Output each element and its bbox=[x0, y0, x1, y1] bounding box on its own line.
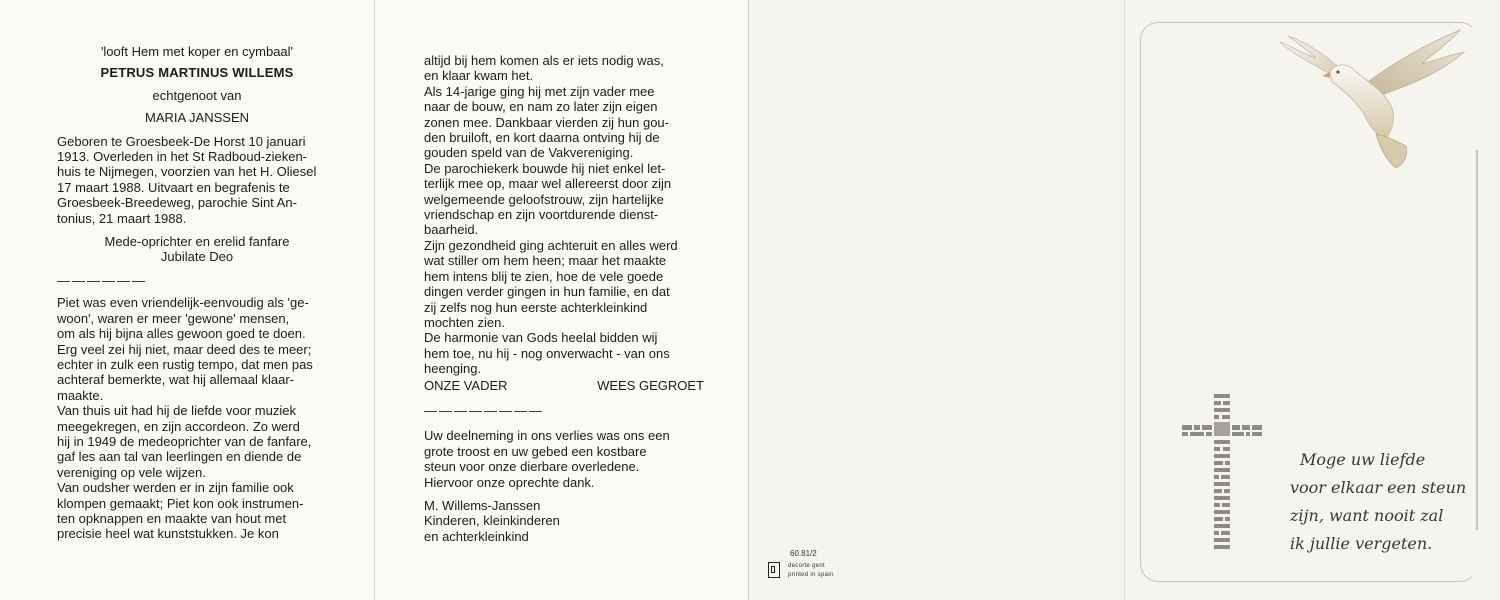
story-line: vriendschap en zijn voortdurende dienst- bbox=[424, 207, 659, 223]
story-line: altijd bij hem komen als er iets nodig was, bbox=[424, 53, 664, 68]
publisher-logo-icon bbox=[768, 562, 780, 578]
verse-line: voor elkaar een steun bbox=[1290, 478, 1467, 497]
story-line: en klaar kwam het. bbox=[424, 68, 534, 84]
bio-line: 17 maart 1988. Uitvaart en begrafenis te bbox=[57, 179, 290, 195]
story-line: achteraf bemerkte, wat hij allemaal klaar- bbox=[57, 372, 294, 388]
story-line: dingen verder gingen in hun familie, en dat bbox=[424, 284, 670, 300]
story-line: Als 14-jarige ging hij met zijn vader mee bbox=[424, 83, 655, 99]
role-line: Jubilate Deo bbox=[160, 249, 234, 265]
family-line: Kinderen, kleinkinderen bbox=[424, 513, 560, 529]
story-line: den bruiloft, en kort daarna ontving hij de bbox=[424, 130, 660, 146]
story-line: hij in 1949 de medeoprichter van de fanfare, bbox=[57, 433, 312, 449]
prayer-line bbox=[424, 378, 704, 393]
verse-line: Moge uw liefde bbox=[1300, 450, 1426, 469]
story-line: terlijk mee op, maar wel allereerst door zijn bbox=[424, 176, 672, 192]
opening-quote: 'looft Hem met koper en cymbaal' bbox=[100, 44, 294, 59]
life-story bbox=[57, 295, 337, 542]
middle-column bbox=[424, 53, 704, 544]
bio-line: huis te Nijmegen, voorzien van het H. Oliesel bbox=[57, 164, 317, 180]
life-story-continued bbox=[424, 53, 704, 377]
thanks-line: grote troost en uw gebed een kostbare bbox=[424, 443, 647, 459]
biography bbox=[57, 134, 337, 226]
family-line: M. Willems-Janssen bbox=[424, 497, 541, 513]
story-line: Van oudsher werden er in zijn familie ook bbox=[57, 480, 294, 496]
story-line: Van thuis uit had hij de liefde voor muziek bbox=[57, 403, 296, 419]
story-line: wat stiller om hem heen; maar het maakte bbox=[424, 253, 667, 269]
story-line: hem intens blij te zien, hoe de vele goede bbox=[424, 268, 664, 284]
story-line: gaf les aan tal van leerlingen en diende de bbox=[57, 449, 302, 465]
publisher-name: decorte gent bbox=[788, 563, 825, 569]
story-line: hem toe, nu hij - nog onverwacht - van ons bbox=[424, 345, 670, 361]
deceased-name: PETRUS MARTINUS WILLEMS bbox=[100, 65, 294, 81]
story-line: baarheid. bbox=[424, 222, 479, 238]
publisher-code: 60.81/2 bbox=[790, 549, 817, 558]
section-divider: —————— bbox=[57, 272, 147, 288]
story-line: vereniging op vele wijzen. bbox=[57, 464, 206, 480]
story-line: zij zelfs nog hun eerste achterkleinkind bbox=[424, 299, 648, 315]
bio-line: Groesbeek-Breedeweg, parochie Sint An- bbox=[57, 195, 297, 211]
thanks-line: steun voor onze dierbare overledene. bbox=[424, 459, 640, 475]
story-line: ten opknappen en maakte van hout met bbox=[57, 510, 287, 526]
story-line: naar de bouw, en nam zo later zijn eigen bbox=[424, 99, 658, 115]
story-line: maakte. bbox=[57, 387, 104, 403]
verse-line: zijn, want nooit zal bbox=[1290, 506, 1444, 525]
section-divider: ———————— bbox=[424, 402, 544, 418]
bio-line: Geboren te Groesbeek-De Horst 10 januari bbox=[57, 133, 306, 149]
story-line: Erg veel zei hij niet, maar deed des te meer; bbox=[57, 341, 312, 357]
story-line: welgemeende geloofstrouw, zijn hartelijke bbox=[424, 191, 664, 207]
prayer-hail-mary: WEES GEGROET bbox=[597, 377, 704, 393]
spouse-name: MARIA JANSSEN bbox=[144, 110, 250, 126]
fold-line bbox=[374, 0, 375, 600]
thanks-message bbox=[424, 428, 704, 490]
story-line: om als hij bijna alles gewoon goed te doen. bbox=[57, 326, 306, 342]
story-line: Piet was even vriendelijk-eenvoudig als 'ge- bbox=[57, 295, 309, 311]
story-line: precisie heel wat kunststukken. Je kon bbox=[57, 526, 279, 542]
left-column bbox=[57, 44, 337, 542]
prayer-our-father: ONZE VADER bbox=[424, 377, 508, 393]
verse-line: ik jullie vergeten. bbox=[1290, 534, 1433, 553]
story-line: Zijn gezondheid ging achteruit en alles werd bbox=[424, 237, 678, 253]
printed-in: printed in spain bbox=[788, 572, 834, 578]
cross-icon bbox=[1180, 392, 1264, 552]
role-line: Mede-oprichter en erelid fanfare bbox=[104, 234, 290, 250]
spouse-intro: echtgenoot van bbox=[152, 87, 242, 103]
thanks-line: Uw deelneming in ons verlies was ons een bbox=[424, 428, 670, 444]
story-line: De harmonie van Gods heelal bidden wij bbox=[424, 330, 658, 346]
story-line: mochten zien. bbox=[424, 314, 505, 330]
story-line: De parochiekerk bouwde hij niet enkel let- bbox=[424, 160, 666, 176]
thanks-line: Hiervoor onze oprechte dank. bbox=[424, 474, 595, 490]
bio-line: tonius, 21 maart 1988. bbox=[57, 210, 187, 226]
story-line: klompen gemaakt; Piet kon ook instrumen- bbox=[57, 495, 304, 511]
fold-line-outer bbox=[1124, 0, 1125, 600]
family-line: en achterkleinkind bbox=[424, 528, 529, 544]
front-verse bbox=[1290, 446, 1480, 558]
story-line: heenging. bbox=[424, 361, 482, 377]
story-line: woon', waren er meer 'gewone' mensen, bbox=[57, 310, 290, 326]
dove-icon bbox=[1272, 24, 1472, 174]
story-line: zonen mee. Dankbaar vierden zij hun gou- bbox=[424, 114, 669, 130]
bio-line: 1913. Overleden in het St Radboud-zieken- bbox=[57, 149, 308, 165]
story-line: echter in zulk een rustig tempo, dat men pas bbox=[57, 356, 313, 372]
family-signature bbox=[424, 498, 704, 544]
story-line: gouden speld van de Vakvereniging. bbox=[424, 145, 634, 161]
story-line: meegekregen, en zijn accordeon. Zo werd bbox=[57, 418, 300, 434]
